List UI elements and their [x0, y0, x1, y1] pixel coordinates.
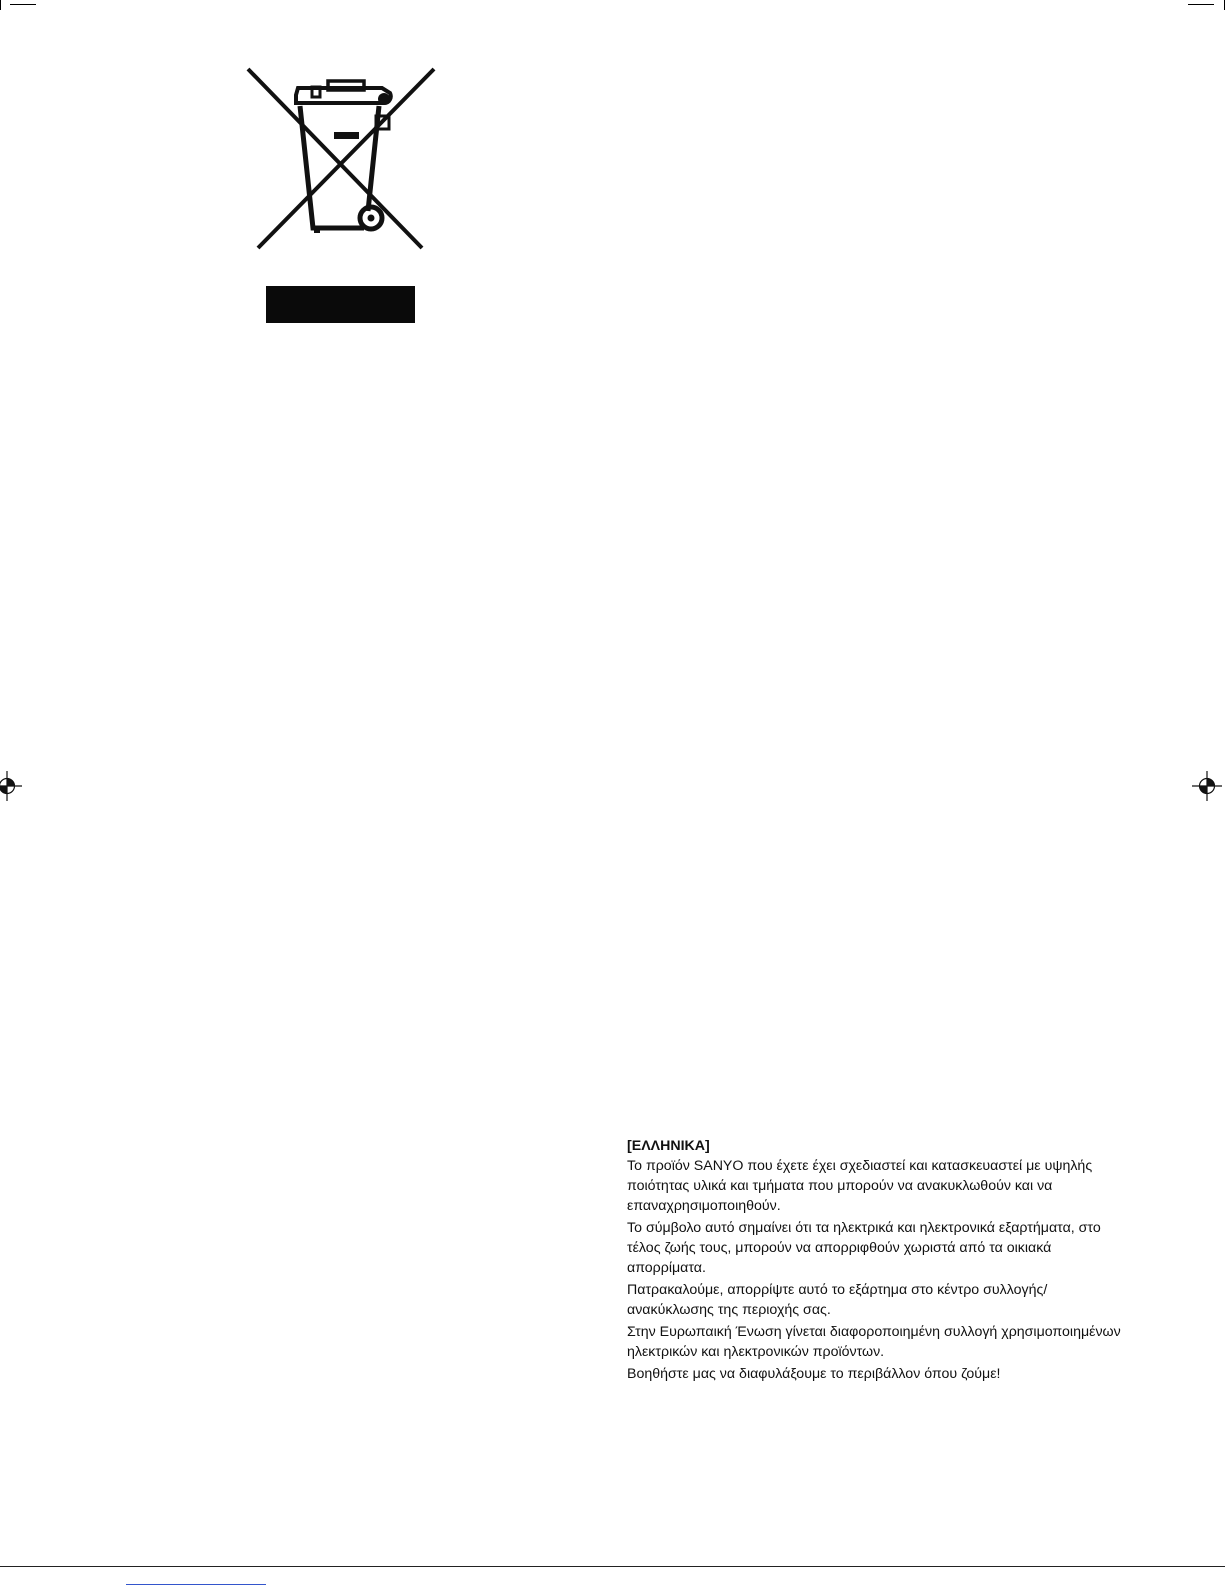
notice-paragraph: Στην Ευρωπαική Ένωση γίνεται διαφοροποιημένη συλλογή χρησιμοποιημένων ηλεκτρικών και ηλεκτρονικών προϊόντων.: [627, 1324, 1121, 1360]
registration-mark-icon: [0, 771, 22, 801]
weee-black-bar: [266, 286, 415, 323]
notice-heading: [ΕΛΛΗΝΙΚΑ]: [627, 1138, 710, 1154]
crop-mark-top-left-h: [10, 4, 36, 5]
recycling-notice: [627, 1136, 1127, 1386]
bottom-divider: [0, 1566, 1225, 1567]
notice-paragraph: Βοηθήστε μας να διαφυλάξουμε το περιβάλλον όπου ζούμε!: [627, 1366, 1001, 1382]
crop-mark-top-right-h: [1188, 4, 1214, 5]
notice-paragraph: Το σύμβολο αυτό σημαίνει ότι τα ηλεκτρικά και ηλεκτρονικά εξαρτήματα, στο τέλος ζωής τους, μπορούν να απορριφθούν χωριστά από τα οικιακά απορρίματα.: [627, 1220, 1101, 1276]
notice-paragraph: Το προϊόν SANYO που έχετε έχει σχεδιαστεί και κατασκευαστεί με υψηλής ποιότητας υλικά και τμήματα που μπορούν να ανακυκλωθούν και να επαναχρησιμοποιηθούν.: [627, 1158, 1093, 1214]
crossed-out-wheelie-bin-icon: [244, 66, 438, 254]
registration-mark-icon: [1192, 771, 1222, 801]
notice-paragraph: Πατρακαλούμε, απορρίψτε αυτό το εξάρτημα στο κέντρο συλλογής/ ανακύκλωσης της περιοχής σας.: [627, 1282, 1048, 1318]
crop-mark-top-left: [0, 0, 1, 10]
